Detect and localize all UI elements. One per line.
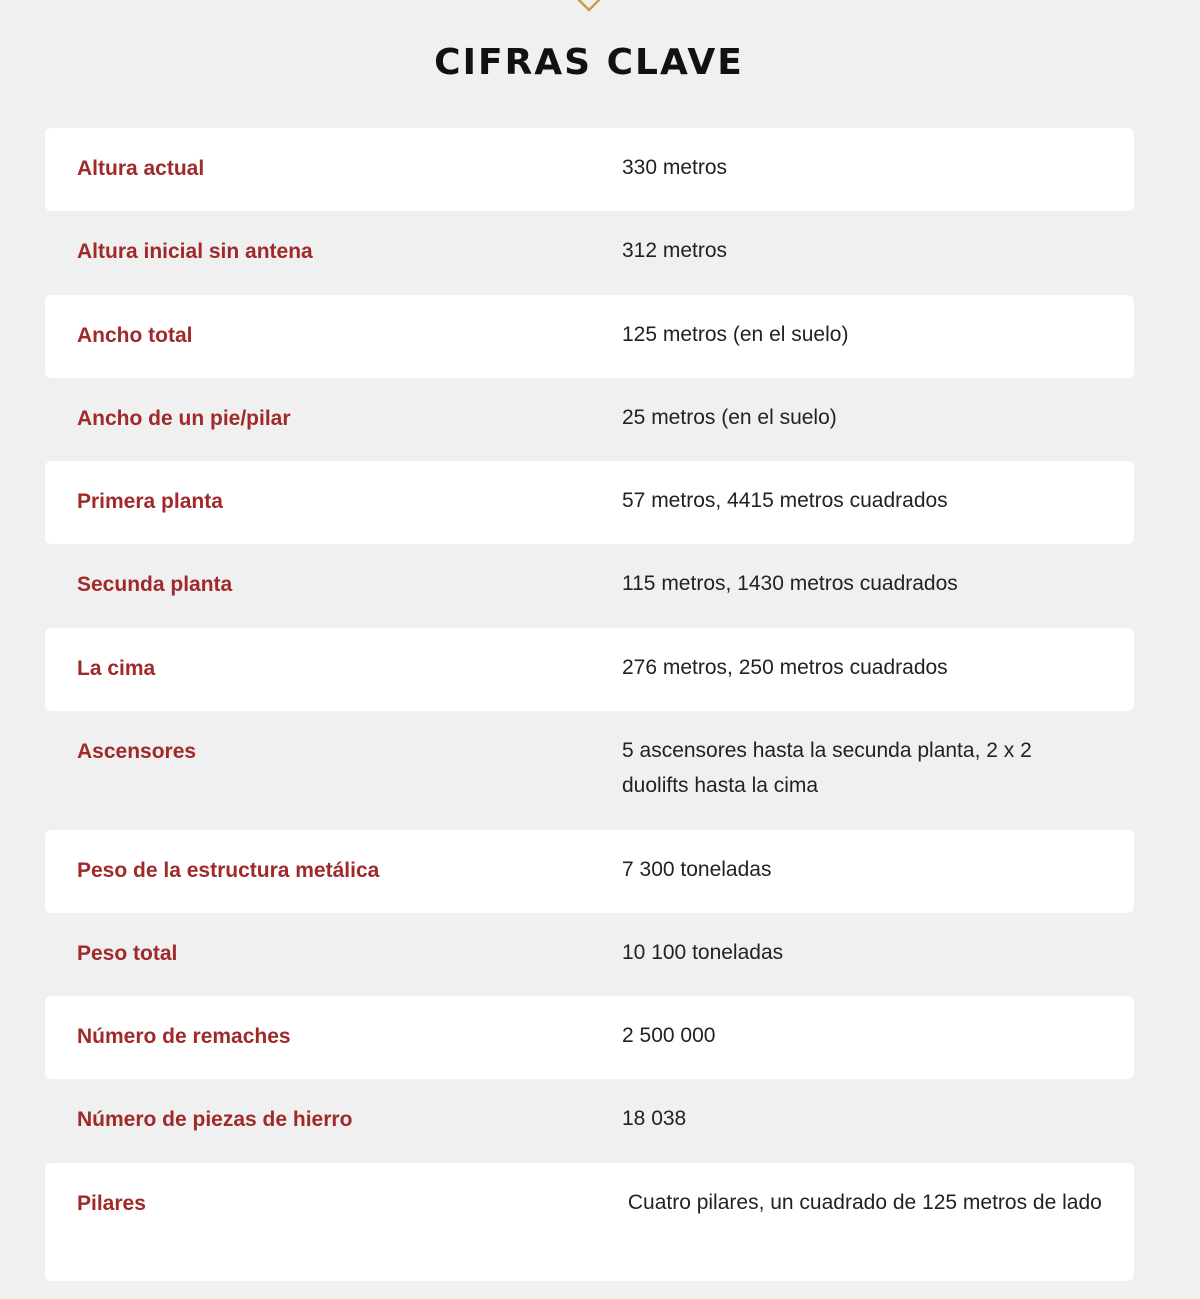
row-label: Ancho de un pie/pilar	[77, 406, 291, 430]
table-row	[45, 461, 1134, 544]
row-value: Cuatro pilares, un cuadrado de 125 metros de lado	[622, 1190, 1102, 1214]
table-row	[45, 996, 1134, 1079]
row-value: 115 metros, 1430 metros cuadrados	[622, 572, 958, 596]
row-value: 57 metros, 4415 metros cuadrados	[622, 489, 948, 513]
row-label: Ancho total	[77, 323, 193, 347]
table-row	[45, 628, 1134, 711]
row-label: Número de remaches	[77, 1025, 291, 1049]
row-value: 312 metros	[622, 239, 728, 263]
diamond-ornament-icon	[576, 0, 602, 12]
row-value: 5 ascensores hasta la secunda planta, 2 x 2 duolifts hasta la cima	[622, 739, 1032, 798]
row-value: 330 metros	[622, 156, 728, 179]
key-figures-table	[45, 128, 1134, 1281]
page-title: CIFRAS CLAVE	[434, 42, 744, 83]
table-row	[45, 544, 1134, 627]
table-row	[45, 295, 1134, 378]
table-row	[45, 711, 1134, 830]
row-value: 125 metros (en el suelo)	[622, 322, 849, 346]
row-label: Primera planta	[77, 490, 223, 514]
row-value: 18 038	[622, 1107, 687, 1131]
row-label: Ascensores	[77, 740, 197, 764]
row-label: Peso total	[77, 941, 178, 965]
row-value: 2 500 000	[622, 1024, 716, 1048]
row-label: Pilares	[77, 1191, 146, 1215]
table-row	[45, 1079, 1134, 1162]
row-value: 25 metros (en el suelo)	[622, 405, 837, 429]
row-label: La cima	[77, 656, 156, 680]
row-value: 276 metros, 250 metros cuadrados	[622, 655, 948, 679]
row-label: Secunda planta	[77, 573, 233, 597]
table-row	[45, 1163, 1134, 1282]
row-label: Peso de la estructura metálica	[77, 858, 380, 882]
row-label: Altura inicial sin antena	[77, 240, 313, 264]
table-row	[45, 128, 1134, 211]
row-label: Número de piezas de hierro	[77, 1108, 353, 1132]
row-value: 10 100 toneladas	[622, 940, 784, 964]
row-label: Altura actual	[77, 157, 205, 180]
table-row	[45, 378, 1134, 461]
row-value: 7 300 toneladas	[622, 857, 772, 881]
table-row	[45, 211, 1134, 294]
table-row	[45, 913, 1134, 996]
table-row	[45, 830, 1134, 913]
